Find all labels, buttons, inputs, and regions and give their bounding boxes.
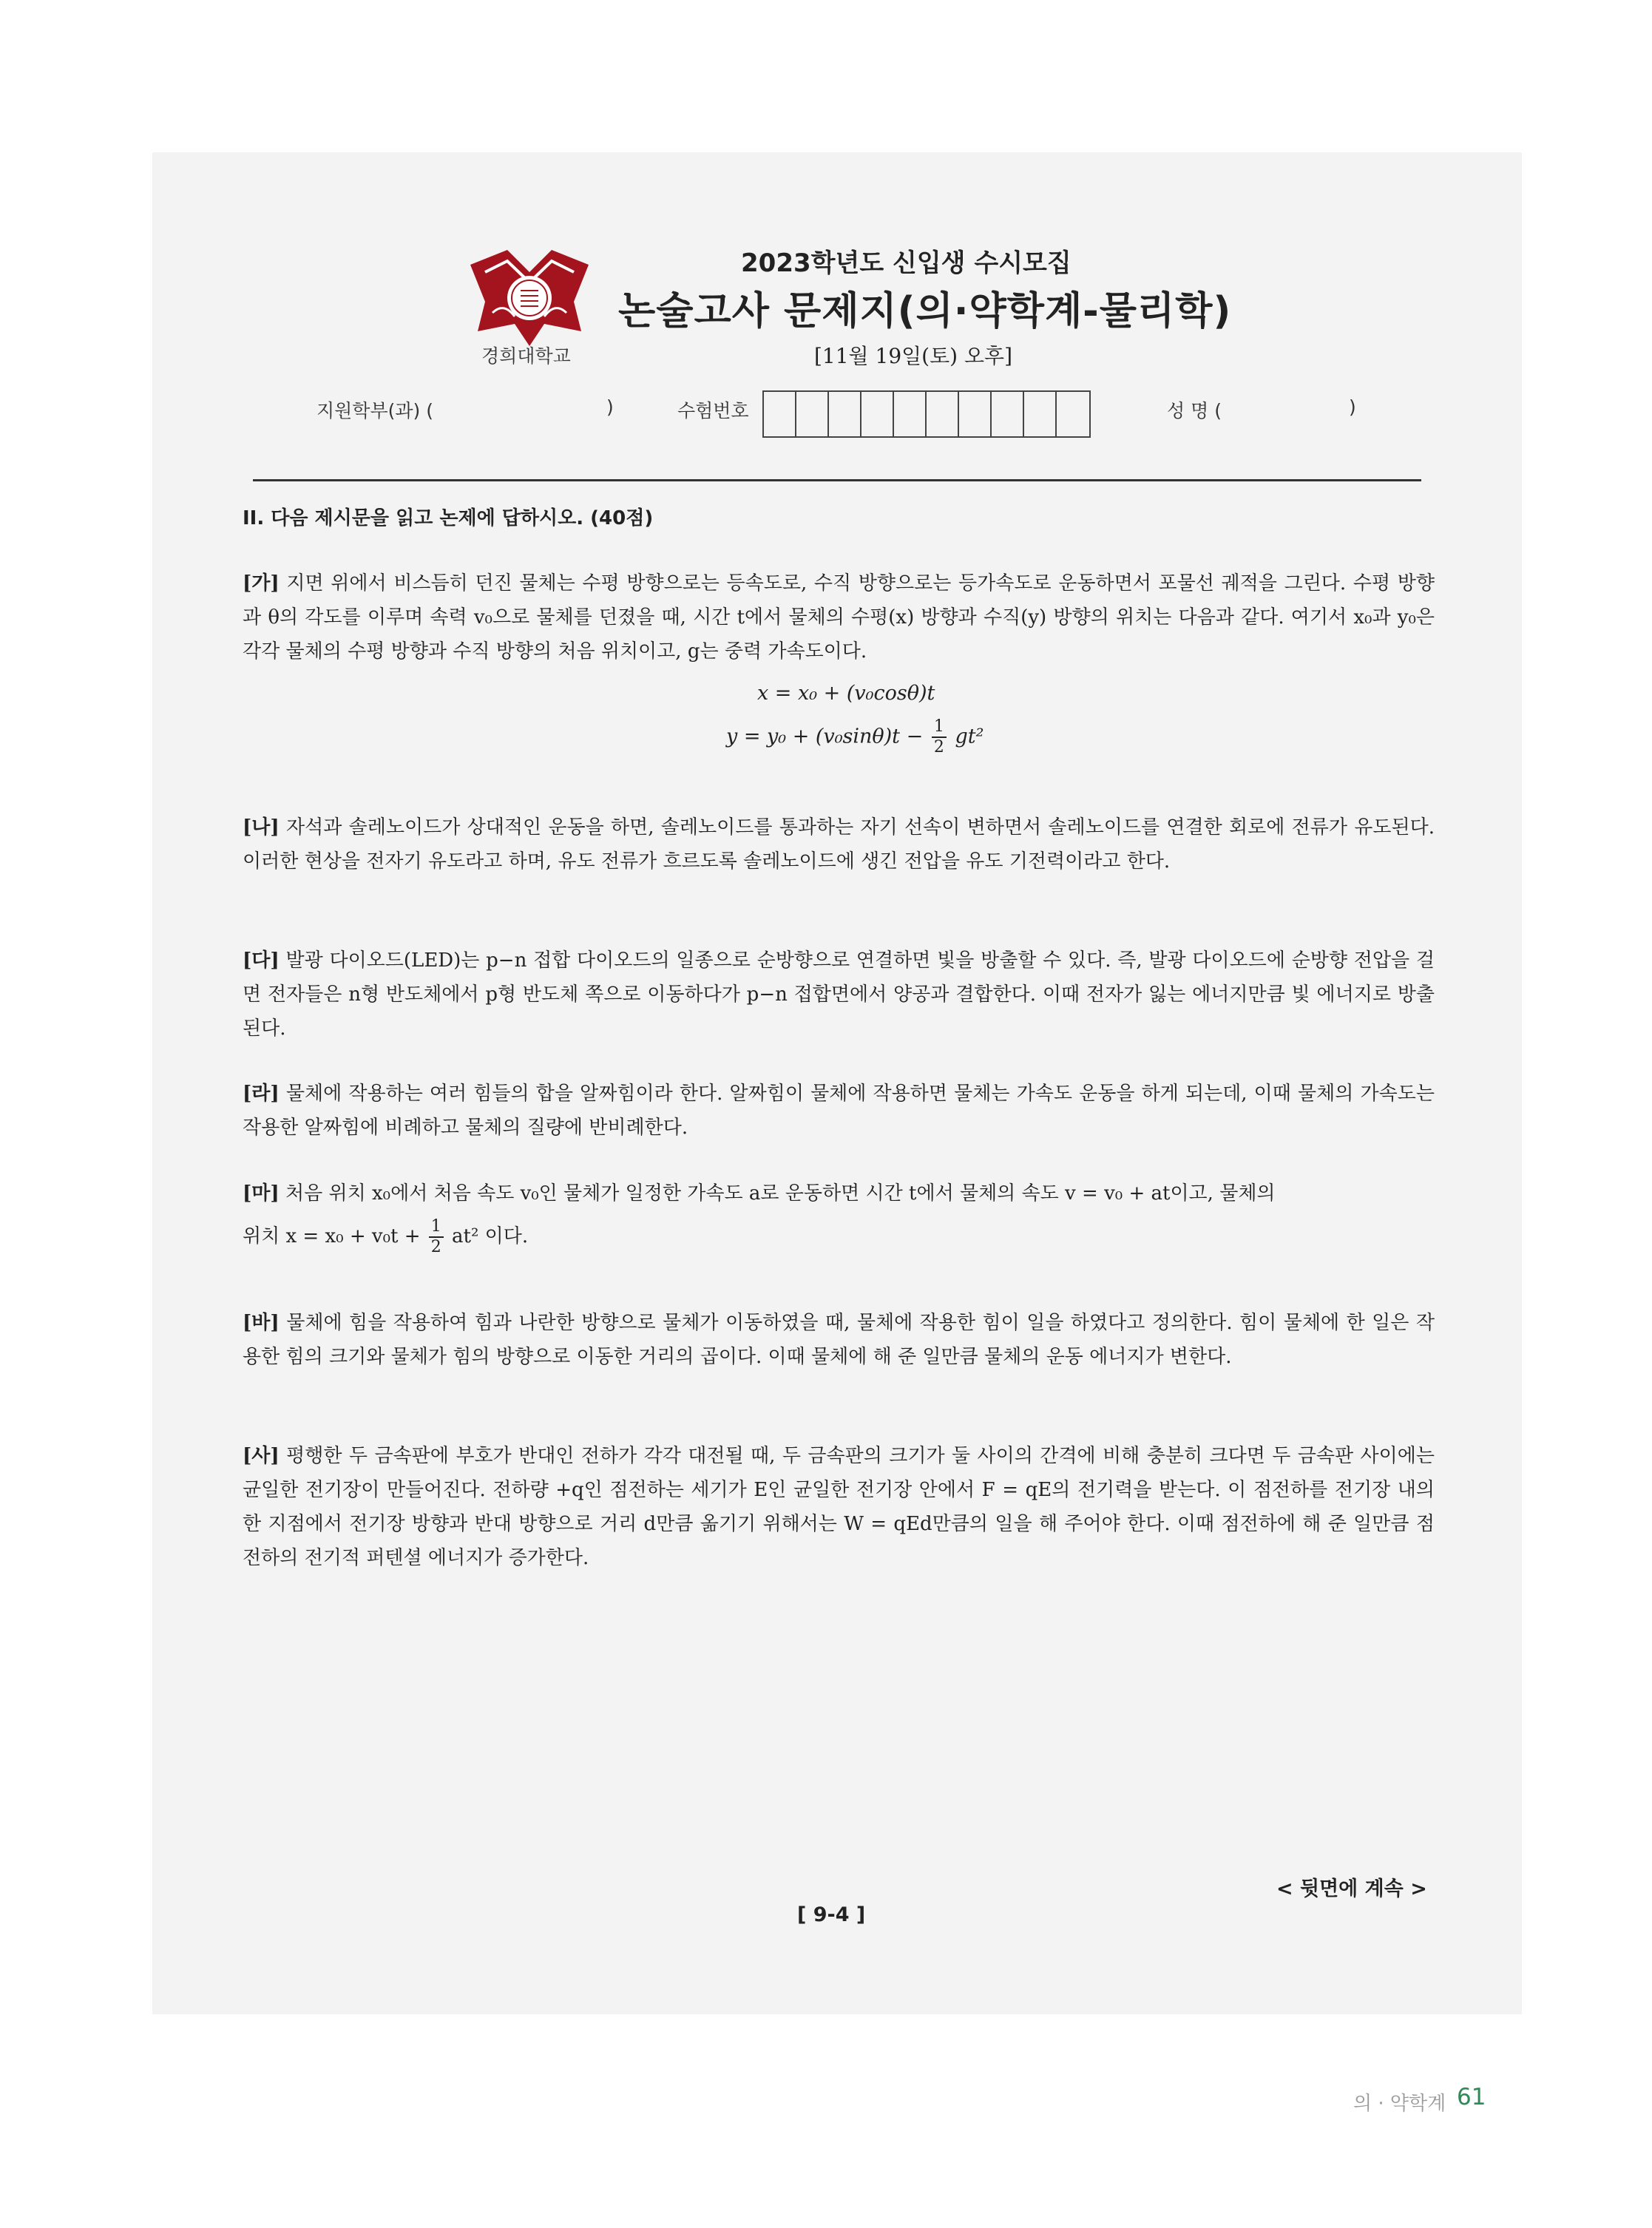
- department-label: 지원학부(과) (: [316, 400, 433, 421]
- passage-ga: [243, 566, 1435, 668]
- passage-tag: [사]: [243, 1445, 280, 1467]
- passage-tag: [다]: [243, 949, 280, 972]
- exam-number-digit-box[interactable]: [894, 392, 927, 436]
- fraction: [429, 1217, 444, 1257]
- name-close: ): [1349, 396, 1356, 418]
- passage-tag: [바]: [243, 1312, 280, 1334]
- department-close: ): [606, 396, 614, 418]
- fraction-denominator: 2: [933, 738, 944, 756]
- fraction-numerator: 1: [429, 1217, 444, 1238]
- equation-x: x = x₀ + (v₀cosθ)t: [757, 682, 935, 705]
- passage-text: 발광 다이오드(LED)는 p−n 접합 다이오드의 일종으로 순방향으로 연결하면 빛을 방출할 수 있다. 즉, 발광 다이오드에 순방향 전압을 걸면 전자들은 n형 반도체에서 p형 반도체 쪽으로 이동하다가 p−n 접합면에서 양공과 결합한다. 이때 전자가 잃는 에너지만큼 빛 에너지로 방출된다.: [243, 949, 1435, 1040]
- passage-ma: [243, 1176, 1435, 1210]
- passage-text: 물체에 작용하는 여러 힘들의 합을 알짜힘이라 한다. 알짜힘이 물체에 작용하면 물체는 가속도 운동을 하게 되는데, 이때 물체의 가속도는 작용한 알짜힘에 비례하고 물체의 질량에 반비례한다.: [243, 1083, 1435, 1139]
- exam-number-digit-box[interactable]: [861, 392, 894, 436]
- university-name: 경희대학교: [481, 345, 571, 367]
- fraction-numerator: 1: [932, 717, 947, 738]
- passage-da: [243, 944, 1435, 1046]
- passage-tag: [가]: [243, 572, 280, 595]
- exam-year-line: 2023학년도 신입생 수시모집: [741, 248, 1072, 278]
- page-code: [ 9-4 ]: [797, 1903, 866, 1926]
- exam-number-digit-box[interactable]: [1057, 392, 1089, 436]
- passage-text: 처음 위치 x₀에서 처음 속도 v₀인 물체가 일정한 가속도 a로 운동하면 시간 t에서 물체의 속도 v = v₀ + at이고, 물체의: [279, 1182, 1276, 1205]
- passage-text: 지면 위에서 비스듬히 던진 물체는 수평 방향으로는 등속도로, 수직 방향으로는 등가속도로 운동하면서 포물선 궤적을 그린다. 수평 방향과 θ의 각도를 이루며 속력 v₀으로 물체를 던졌을 때, 시간 t에서 물체의 수평(x) 방향과 수직(y) 방향의 위치는 다음과 같다. 여기서 x₀과 y₀은 각각 물체의 수평 방향과 수직 방향의 처음 위치이고, g는 중력 가속도이다.: [243, 572, 1435, 663]
- fraction: [932, 717, 947, 757]
- exam-number-digit-box[interactable]: [959, 392, 992, 436]
- exam-title: 논술고사 문제지(의·약학계-물리학): [618, 289, 1232, 333]
- exam-number-label: 수험번호: [677, 400, 749, 421]
- university-emblem: [463, 243, 596, 353]
- passage-na: [243, 810, 1435, 878]
- passage-sa: [243, 1439, 1435, 1575]
- equation-y: [726, 717, 984, 757]
- name-label: 성 명 (: [1167, 400, 1222, 421]
- exam-sheet: [152, 152, 1522, 2014]
- exam-number-digit-box[interactable]: [764, 392, 796, 436]
- instruction: II. 다음 제시문을 읽고 논제에 답하시오. (40점): [243, 507, 654, 529]
- passage-ma-position: [243, 1217, 528, 1257]
- passage-ra: [243, 1077, 1435, 1145]
- equation-y-right: gt²: [955, 725, 984, 748]
- passage-text: 물체에 힘을 작용하여 힘과 나란한 방향으로 물체가 이동하였을 때, 물체에 작용한 힘이 일을 하였다고 정의한다. 힘이 물체에 한 일은 작용한 힘의 크기와 물체가 힘의 방향으로 이동한 거리의 곱이다. 이때 물체에 해 준 일만큼 물체의 운동 에너지가 변한다.: [243, 1312, 1435, 1368]
- equation-y-left: y = y₀ + (v₀sinθ)t −: [726, 725, 924, 748]
- passage-tag: [라]: [243, 1083, 280, 1105]
- passage-text: 자석과 솔레노이드가 상대적인 운동을 하면, 솔레노이드를 통과하는 자기 선속이 변하면서 솔레노이드를 연결한 회로에 전류가 유도된다. 이러한 현상을 전자기 유도라고 하며, 유도 전류가 흐르도록 솔레노이드에 생긴 전압을 유도 기전력이라고 한다.: [243, 816, 1435, 873]
- passage-ba: [243, 1306, 1435, 1374]
- footer-page-number: 61: [1457, 2084, 1486, 2110]
- position-equation-right: at² 이다.: [452, 1225, 529, 1247]
- continue-note: < 뒷면에 계속 >: [1276, 1877, 1427, 1900]
- position-equation-left: 위치 x = x₀ + v₀t +: [243, 1225, 421, 1247]
- exam-number-digit-box[interactable]: [829, 392, 861, 436]
- fraction-denominator: 2: [430, 1238, 441, 1256]
- header-divider: [253, 479, 1421, 481]
- passage-text: 평행한 두 금속판에 부호가 반대인 전하가 각각 대전될 때, 두 금속판의 크기가 둘 사이의 간격에 비해 충분히 크다면 두 금속판 사이에는 균일한 전기장이 만들어진다. 전하량 +q인 점전하는 세기가 E인 균일한 전기장 안에서 F = qE의 전기력을 받는다. 이 점전하를 전기장 내의 한 지점에서 전기장 방향과 반대 방향으로 거리 d만큼 옮기기 위해서는 W = qEd만큼의 일을 해 주어야 한다. 이때 점전하에 해 준 일만큼 점전하의 전기적 퍼텐셜 에너지가 증가한다.: [243, 1445, 1435, 1569]
- exam-date: [11월 19일(토) 오후]: [814, 344, 1012, 368]
- passage-tag: [마]: [243, 1182, 280, 1205]
- exam-number-boxes[interactable]: [762, 390, 1091, 438]
- exam-number-digit-box[interactable]: [992, 392, 1024, 436]
- exam-number-digit-box[interactable]: [1024, 392, 1057, 436]
- exam-number-digit-box[interactable]: [927, 392, 959, 436]
- passage-tag: [나]: [243, 816, 280, 839]
- exam-number-digit-box[interactable]: [796, 392, 829, 436]
- footer-section-label: 의 · 약학계: [1353, 2093, 1446, 2115]
